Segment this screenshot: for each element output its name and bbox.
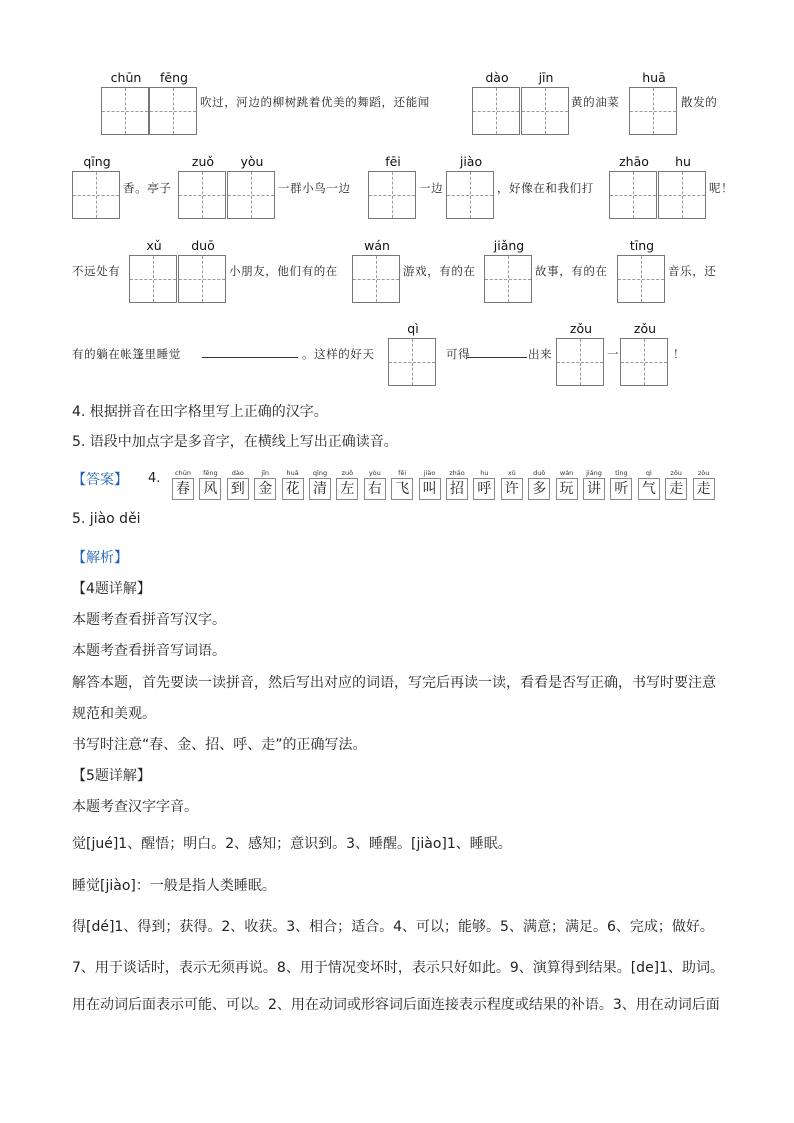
pinyin-label: hu [675, 154, 691, 169]
answer-cell-char: 右 [364, 478, 386, 500]
answer-cell-char: 左 [336, 478, 358, 500]
answer-cell [364, 469, 386, 500]
answer-blank[interactable] [202, 357, 298, 358]
answer-cell-pinyin: fēi [398, 469, 407, 477]
analysis-paragraph: 解答本题，首先要读一读拼音，然后写出对应的词语，写完后再读一读，看看是否写正确，书写时要注意 [72, 675, 716, 691]
answer-cell-pinyin: zǒu [697, 469, 710, 477]
answer-cell-pinyin: duō [533, 469, 546, 477]
answer-cell-pinyin: yòu [368, 469, 381, 477]
passage-text: 黄的油菜 [571, 95, 620, 109]
passage-text: 有的躺在帐篷里睡觉 [72, 347, 181, 361]
tianzige-box[interactable] [368, 171, 416, 219]
answer-cell [473, 469, 495, 500]
answer-cell [227, 469, 249, 500]
analysis-paragraph: 本题考查汉字字音。 [72, 799, 198, 815]
answer-cell-char: 气 [638, 478, 660, 500]
answer-cell [419, 469, 441, 500]
analysis-paragraph: 书写时注意“春、金、招、呼、走”的正确写法。 [72, 737, 367, 753]
passage-text: 故事，有的在 [535, 264, 608, 278]
answer-cell [336, 469, 358, 500]
answer-cell [254, 469, 276, 500]
analysis-paragraph: 得[dé]1、得到；获得。2、收获。3、相合；适合。4、可以；能够。5、满意；满足。6、完成；做好。 [72, 919, 714, 935]
answer-cell-char: 多 [528, 478, 550, 500]
passage-text: 小朋友，他们有的在 [229, 264, 338, 278]
pinyin-label: dào [485, 70, 509, 85]
passage-text: 音乐，还 [668, 264, 717, 278]
answer-cell-pinyin: jiǎng [586, 469, 602, 477]
tianzige-box[interactable] [629, 87, 677, 135]
answer-5: 5. jiào děi [72, 511, 141, 527]
answer-blank[interactable] [467, 357, 527, 358]
analysis-paragraph: 睡觉[jiào]：一般是指人类睡眠。 [72, 878, 276, 894]
answer-cell-char: 走 [693, 478, 715, 500]
pinyin-label: tīng [629, 238, 655, 253]
answer-label [72, 469, 128, 489]
answer-cell-char: 到 [227, 478, 249, 500]
passage-text: 呢！ [709, 181, 734, 195]
passage-text: 可得 [446, 347, 471, 361]
analysis-paragraph: 本题考查看拼音写汉字。 [72, 612, 226, 628]
tianzige-box[interactable] [227, 171, 275, 219]
tianzige-box[interactable] [388, 338, 436, 386]
pinyin-label: huā [642, 70, 666, 85]
answer-cell-char: 讲 [583, 478, 605, 500]
answer-cell [282, 469, 304, 500]
answer-cell-pinyin: zǒu [670, 469, 682, 477]
pinyin-label: jiǎng [493, 238, 525, 253]
answer-cell-pinyin: jiào [423, 469, 436, 477]
answer-cell [693, 469, 715, 500]
answer-cell-char: 招 [446, 478, 468, 500]
question-5: 5. 语段中加点字是多音字，在横线上写出正确读音。 [72, 434, 398, 450]
answer-cell [610, 469, 632, 500]
pinyin-label: jiào [459, 154, 483, 169]
answer-cell-char: 听 [610, 478, 632, 500]
answer-cell-pinyin: chūn [175, 469, 191, 477]
answer-cell-char: 飞 [391, 478, 413, 500]
answer-cell-pinyin: jīn [261, 469, 270, 477]
answer-cell [583, 469, 605, 500]
answer-cell [446, 469, 468, 500]
answer-cell-char: 风 [199, 478, 221, 500]
passage-text: 游戏，有的在 [403, 264, 476, 278]
pinyin-label: zuǒ [191, 154, 215, 169]
answer-cell-pinyin: zhāo [449, 469, 465, 477]
passage-text: 散发的 [681, 95, 718, 109]
tianzige-box[interactable] [129, 255, 177, 303]
tianzige-box[interactable] [352, 255, 400, 303]
answer-cell [501, 469, 523, 500]
analysis-heading-5: 【5题详解】 [72, 768, 151, 784]
analysis-paragraph: 本题考查看拼音写词语。 [72, 643, 226, 659]
tianzige-box[interactable] [521, 87, 569, 135]
analysis-title: 【解析】 [72, 550, 128, 566]
tianzige-box[interactable] [446, 171, 494, 219]
question-4: 4. 根据拼音在田字格里写上正确的汉字。 [72, 404, 328, 420]
answer-cell-char: 金 [254, 478, 276, 500]
answer-cell [665, 469, 687, 500]
answer-cell-char: 叫 [419, 478, 441, 500]
answer-cell [199, 469, 221, 500]
passage-text: ，好像在和我们打 [497, 181, 594, 195]
pinyin-label: chūn [110, 70, 142, 85]
pinyin-label: wán [364, 238, 390, 253]
tianzige-box[interactable] [484, 255, 532, 303]
pinyin-label: xǔ [146, 238, 162, 253]
pinyin-label: duō [191, 238, 215, 253]
answer-cell-char: 呼 [473, 478, 495, 500]
answer-cell-pinyin: dào [231, 469, 244, 477]
passage-text: 一 [607, 347, 620, 361]
tianzige-box[interactable] [658, 171, 706, 219]
tianzige-box[interactable] [178, 171, 226, 219]
answer-label-text: 【答案】 [72, 472, 128, 488]
tianzige-box[interactable] [472, 87, 520, 135]
tianzige-box[interactable] [556, 338, 604, 386]
answer-cell [556, 469, 578, 500]
answer-cell-char: 清 [309, 478, 331, 500]
answer-cell-pinyin: xǔ [507, 469, 516, 477]
passage-text: 出来 [528, 347, 553, 361]
answer-number: 4. [148, 471, 161, 486]
answer-cell [638, 469, 660, 500]
answer-cell-pinyin: zuǒ [341, 469, 354, 477]
tianzige-box[interactable] [178, 255, 226, 303]
pinyin-label: zhāo [619, 154, 649, 169]
pinyin-label: qīng [83, 154, 111, 169]
passage-text: 一群小鸟一边 [278, 181, 351, 195]
passage-text: 一边 [419, 181, 444, 195]
passage-text: 不远处有 [72, 264, 121, 278]
answer-cell-char: 花 [282, 478, 304, 500]
pinyin-label: fēng [160, 70, 188, 85]
pinyin-label: jīn [538, 70, 554, 85]
answer-cell-char: 走 [665, 478, 687, 500]
answer-cell-pinyin: fēng [203, 469, 218, 477]
tianzige-box[interactable] [620, 338, 668, 386]
analysis-paragraph: 规范和美观。 [72, 706, 156, 722]
passage-text: ！ [673, 347, 686, 361]
passage-text: 。这样的好天 [302, 347, 375, 361]
analysis-paragraph: 用在动词后面表示可能、可以。2、用在动词或形容词后面连接表示程度或结果的补语。3、用在动词后面 [72, 997, 720, 1013]
answer-cell-pinyin: tīng [615, 469, 628, 477]
pinyin-label: zǒu [569, 321, 593, 336]
analysis-paragraph: 7、用于谈话时，表示无须再说。8、用于情况变坏时，表示只好如此。9、演算得到结果。[de]1、助词。 [72, 960, 725, 976]
tianzige-box[interactable] [72, 171, 120, 219]
passage-text: 吹过，河边的柳树跳着优美的舞蹈，还能闻 [200, 95, 430, 109]
answer-cell-pinyin: hu [480, 469, 489, 477]
answer-cell [391, 469, 413, 500]
answer-cell-char: 春 [172, 478, 194, 500]
answer-cell-pinyin: wán [559, 469, 574, 477]
pinyin-label: yòu [240, 154, 264, 169]
answer-cell-char: 玩 [556, 478, 578, 500]
pinyin-label: zǒu [633, 321, 657, 336]
answer-cell [528, 469, 550, 500]
passage-text: 香。亭子 [123, 181, 172, 195]
pinyin-label: qì [407, 321, 419, 336]
tianzige-box[interactable] [617, 255, 665, 303]
answer-cell-pinyin: qīng [312, 469, 328, 477]
answer-cell [172, 469, 194, 500]
answer-cell-char: 许 [501, 478, 523, 500]
analysis-heading-4: 【4题详解】 [72, 581, 151, 597]
analysis-paragraph: 觉[jué]1、醒悟；明白。2、感知；意识到。3、睡醒。[jiào]1、睡眠。 [72, 836, 512, 852]
tianzige-box[interactable] [609, 171, 657, 219]
answer-cell [309, 469, 331, 500]
tianzige-box[interactable] [101, 87, 149, 135]
answer-cell-pinyin: qì [645, 469, 652, 477]
pinyin-label: fēi [385, 154, 401, 169]
answer-cell-pinyin: huā [286, 469, 299, 477]
tianzige-box[interactable] [149, 87, 197, 135]
